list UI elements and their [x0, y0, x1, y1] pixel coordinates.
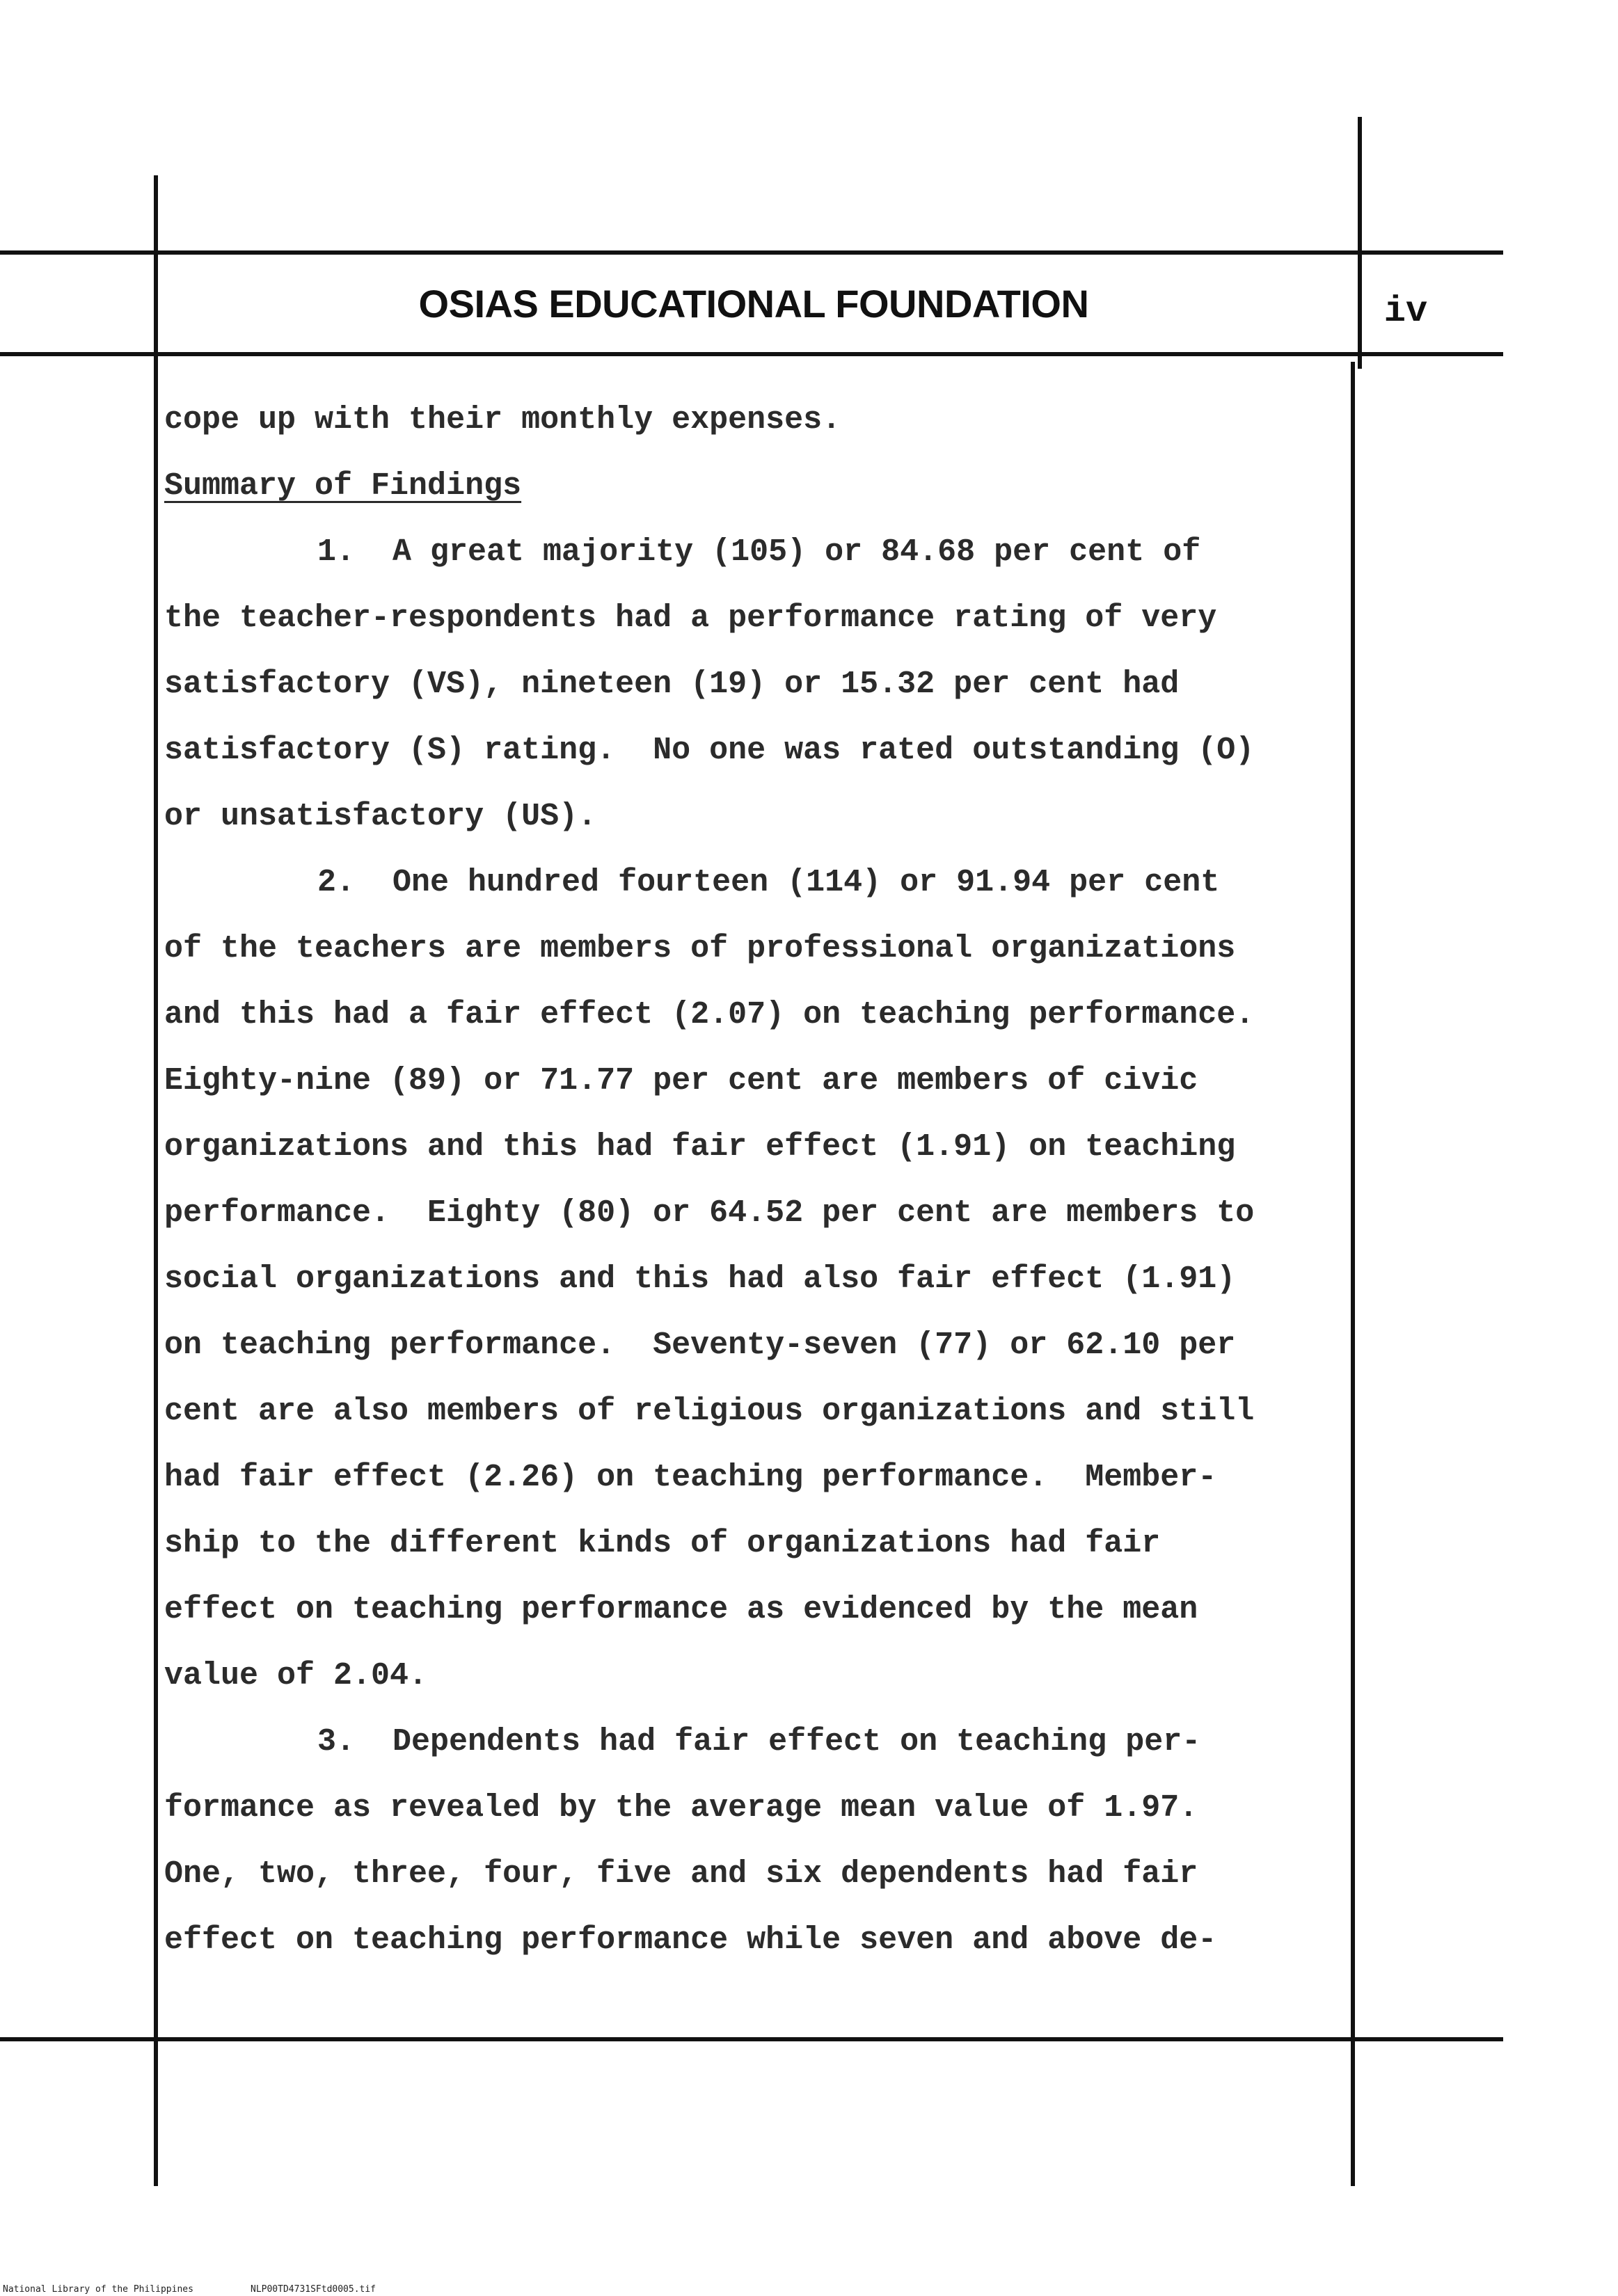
- text-line: had fair effect (2.26) on teaching performance. Member-: [164, 1460, 1217, 1495]
- page-number: iv: [1383, 291, 1428, 332]
- text-line: One, two, three, four, five and six dependents had fair: [164, 1856, 1198, 1892]
- text-line: organizations and this had fair effect (1.91) on teaching: [164, 1129, 1236, 1165]
- finding-2-line: 2. One hundred fourteen (114) or 91.94 per cent: [317, 865, 1220, 900]
- file-id-caption: NLP00TD4731SFtd0005.tif: [251, 2284, 376, 2295]
- text-line: performance. Eighty (80) or 64.52 per cent are members to: [164, 1195, 1255, 1231]
- text-line: cent are also members of religious organizations and still: [164, 1394, 1255, 1429]
- left-margin-rule: [154, 175, 158, 2186]
- section-heading: [164, 453, 1340, 519]
- text-line: the teacher-respondents had a performance rating of very: [164, 600, 1217, 636]
- library-caption: National Library of the Philippines: [3, 2284, 193, 2295]
- text-line: satisfactory (S) rating. No one was rated outstanding (O): [164, 733, 1255, 768]
- text-line: cope up with their monthly expenses.: [164, 402, 841, 438]
- body-text: [164, 387, 1340, 1973]
- text-line: effect on teaching performance while seven and above de-: [164, 1922, 1217, 1958]
- header-bottom-rule: [0, 352, 1503, 356]
- text-line: social organizations and this had also fair effect (1.91): [164, 1261, 1236, 1297]
- text-line: formance as revealed by the average mean value of 1.97.: [164, 1790, 1198, 1826]
- text-line: on teaching performance. Seventy-seven (77) or 62.10 per: [164, 1328, 1236, 1363]
- finding-3-line: 3. Dependents had fair effect on teaching per-: [317, 1724, 1201, 1760]
- text-line: ship to the different kinds of organizations had fair: [164, 1526, 1161, 1561]
- text-line: satisfactory (VS), nineteen (19) or 15.32 per cent had: [164, 667, 1180, 702]
- text-line: value of 2.04.: [164, 1658, 428, 1693]
- right-margin-rule-upper: [1358, 117, 1362, 369]
- footer-rule: [0, 2037, 1503, 2041]
- right-margin-rule-lower: [1351, 362, 1355, 2186]
- section-heading-text: Summary of Findings: [164, 468, 522, 504]
- header-top-rule: [0, 250, 1503, 255]
- text-line: Eighty-nine (89) or 71.77 per cent are members of civic: [164, 1063, 1198, 1099]
- text-line: of the teachers are members of professional organizations: [164, 931, 1236, 966]
- finding-1-line: 1. A great majority (105) or 84.68 per cent of: [317, 534, 1201, 570]
- text-line: and this had a fair effect (2.07) on teaching performance.: [164, 997, 1255, 1033]
- text-line: effect on teaching performance as evidenced by the mean: [164, 1592, 1198, 1627]
- foundation-title: OSIAS EDUCATIONAL FOUNDATION: [418, 282, 1089, 326]
- text-line: or unsatisfactory (US).: [164, 799, 597, 834]
